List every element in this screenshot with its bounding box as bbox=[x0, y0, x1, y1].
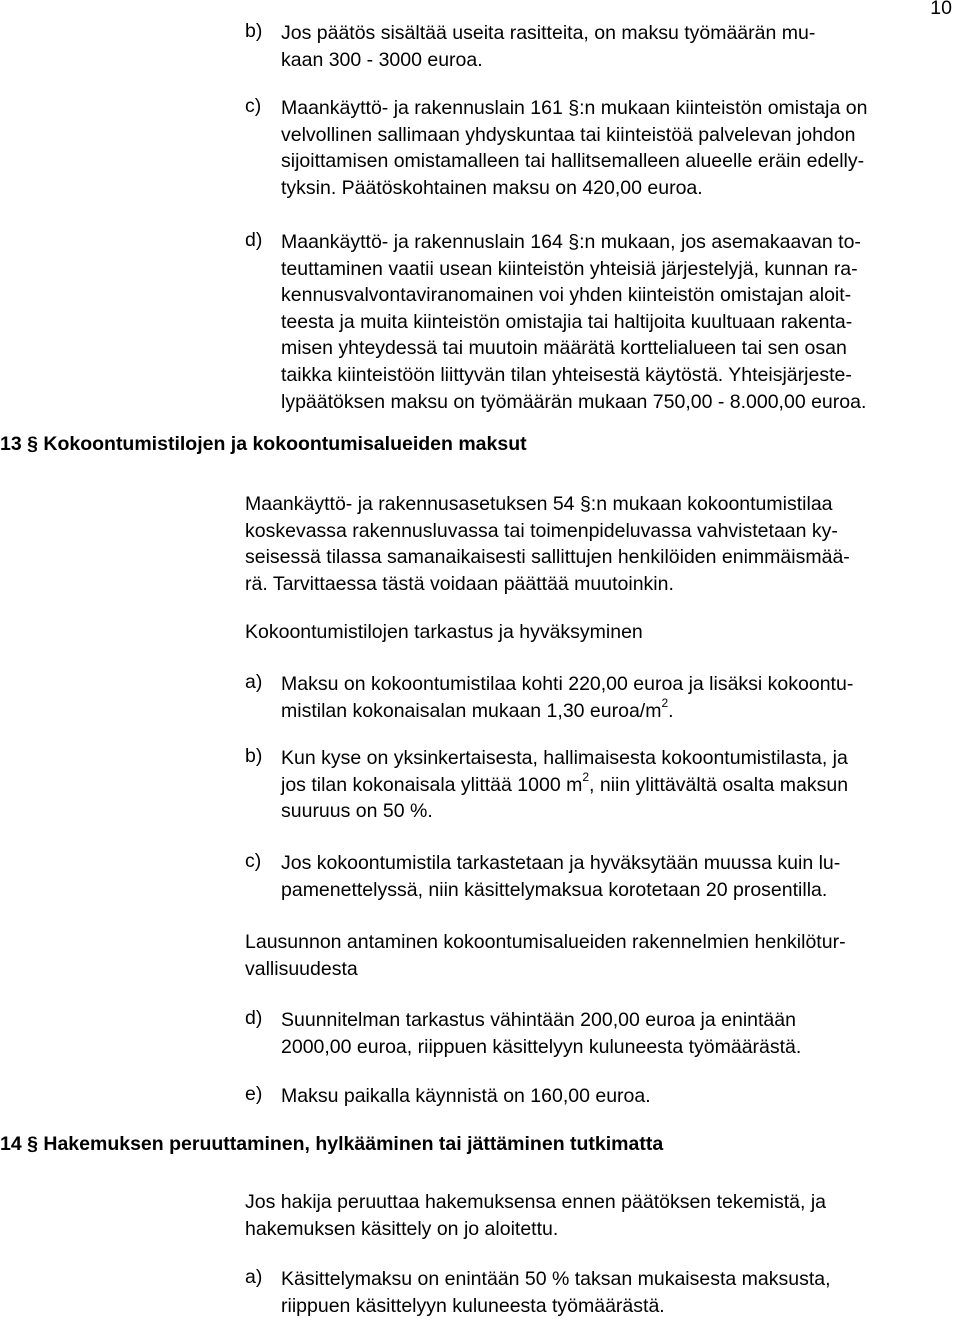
text-line: teuttaminen vaatii usean kiinteistön yhteisiä järjestelyjä, kunnan ra- bbox=[281, 257, 858, 280]
text-fragment: mistilan kokonaisalan mukaan 1,30 euroa/m bbox=[281, 699, 662, 722]
text-line: kaan 300 - 3000 euroa. bbox=[281, 48, 483, 71]
text-line: hakemuksen käsittely on jo aloitettu. bbox=[245, 1217, 559, 1240]
section-heading-13: 13 § Kokoontumistilojen ja kokoontumisalueiden maksut bbox=[0, 433, 527, 455]
text-line: Jos hakija peruuttaa hakemuksensa ennen päätöksen tekemistä, ja bbox=[245, 1191, 827, 1213]
list-marker: b) bbox=[245, 745, 263, 767]
text-line: Kun kyse on yksinkertaisesta, hallimaisesta kokoontumistilasta, ja bbox=[281, 747, 848, 769]
text-line: teesta ja muita kiinteistön omistajia tai haltijoita kuultuaan rakenta- bbox=[281, 310, 853, 333]
text-line: rä. Tarvittaessa tästä voidaan päättää muutoinkin. bbox=[245, 572, 674, 595]
text-line: Käsittelymaksu on enintään 50 % taksan mukaisesta maksusta, bbox=[281, 1268, 831, 1290]
text-line bbox=[281, 772, 957, 799]
text-line: Maankäyttö- ja rakennuslain 161 §:n mukaan kiinteistön omistaja on bbox=[281, 97, 868, 119]
superscript: 2 bbox=[661, 696, 669, 711]
text-line: 2000,00 euroa, riippuen käsittelyyn kuluneesta työmäärästä. bbox=[281, 1035, 802, 1058]
text-line: kennusvalvontaviranomainen voi yhden kiinteistön omistajan aloit- bbox=[281, 284, 852, 307]
text-line: Maankäyttö- ja rakennuslain 164 §:n mukaan, jos asemakaavan to- bbox=[281, 231, 861, 253]
list-item-e bbox=[245, 1083, 957, 1110]
text-fragment: , niin ylittävältä osalta maksun bbox=[589, 773, 849, 796]
text-fragment: jos tilan kokonaisala ylittää 1000 m bbox=[281, 773, 583, 796]
superscript: 2 bbox=[582, 770, 590, 785]
list-item-a bbox=[245, 671, 957, 724]
page-number: 10 bbox=[930, 0, 952, 19]
text-line: sijoittamisen omistamalleen tai hallitsemalleen alueelle eräin edelly- bbox=[281, 150, 865, 173]
list-marker: a) bbox=[245, 1266, 263, 1288]
list-item-d bbox=[245, 1007, 957, 1060]
subheading-statement bbox=[245, 929, 957, 982]
list-marker: d) bbox=[245, 229, 263, 251]
list-marker: e) bbox=[245, 1083, 263, 1105]
list-marker: b) bbox=[245, 20, 263, 42]
text-line: velvollinen sallimaan yhdyskuntaa tai kiinteistöä palvelevan johdon bbox=[281, 123, 856, 146]
text-line: riippuen käsittelyyn kuluneesta työmäärästä. bbox=[281, 1294, 665, 1317]
text-line: Suunnitelman tarkastus vähintään 200,00 euroa ja enintään bbox=[281, 1009, 796, 1031]
text-line: Kokoontumistilojen tarkastus ja hyväksyminen bbox=[245, 621, 643, 643]
list-marker: c) bbox=[245, 95, 262, 117]
section13-intro bbox=[245, 491, 957, 597]
list-marker: c) bbox=[245, 850, 262, 872]
list-item-c bbox=[245, 850, 957, 903]
list-item-b bbox=[245, 745, 957, 825]
subheading-inspection bbox=[245, 619, 957, 646]
text-line: pamenettelyssä, niin käsittelymaksua korotetaan 20 prosentilla. bbox=[281, 878, 828, 901]
text-line: vallisuudesta bbox=[245, 957, 358, 980]
text-line: Maksu on kokoontumistilaa kohti 220,00 euroa ja lisäksi kokoontu- bbox=[281, 673, 854, 695]
section-heading-14: 14 § Hakemuksen peruuttaminen, hylkääminen tai jättäminen tutkimatta bbox=[0, 1133, 664, 1155]
text-line bbox=[281, 698, 957, 725]
text-line: Maksu paikalla käynnistä on 160,00 euroa. bbox=[281, 1085, 651, 1107]
list-marker: a) bbox=[245, 671, 263, 693]
text-fragment: . bbox=[668, 699, 674, 722]
text-line: tyksin. Päätöskohtainen maksu on 420,00 euroa. bbox=[281, 176, 703, 199]
text-line: suuruus on 50 %. bbox=[281, 800, 433, 823]
text-line: misen yhteydessä tai muutoin määrätä korttelialueen tai sen osan bbox=[281, 337, 847, 360]
text-line: lypäätöksen maksu on työmäärän mukaan 750,00 - 8.000,00 euroa. bbox=[281, 390, 867, 413]
text-line: taikka kiinteistöön liittyvän tilan yhteisestä käytöstä. Yhteisjärjeste- bbox=[281, 363, 852, 386]
text-line: koskevassa rakennusluvassa tai toimenpideluvassa vahvistetaan ky- bbox=[245, 519, 838, 542]
section14-intro bbox=[245, 1189, 957, 1242]
list-item-a bbox=[245, 1266, 957, 1319]
text-line: seisessä tilassa samanaikaisesti sallittujen henkilöiden enimmäismää- bbox=[245, 546, 850, 569]
list-item-d bbox=[245, 229, 957, 415]
list-item-b bbox=[245, 20, 957, 73]
list-item-c bbox=[245, 95, 957, 201]
text-line: Jos kokoontumistila tarkastetaan ja hyväksytään muussa kuin lu- bbox=[281, 852, 841, 874]
text-line: Lausunnon antaminen kokoontumisalueiden rakennelmien henkilötur- bbox=[245, 931, 846, 953]
text-line: Maankäyttö- ja rakennusasetuksen 54 §:n mukaan kokoontumistilaa bbox=[245, 493, 833, 515]
text-line: Jos päätös sisältää useita rasitteita, on maksu työmäärän mu- bbox=[281, 22, 816, 44]
list-marker: d) bbox=[245, 1007, 263, 1029]
